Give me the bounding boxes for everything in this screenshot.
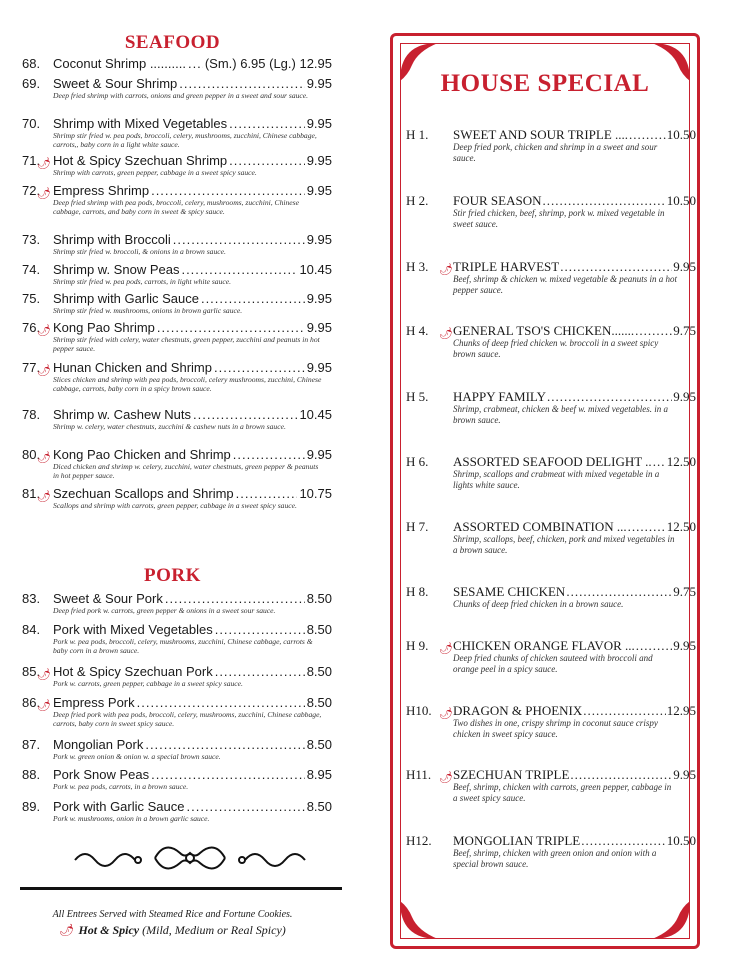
item-name: SESAME CHICKEN xyxy=(453,584,566,599)
item-number: H 8. xyxy=(406,584,429,599)
item-row xyxy=(22,447,332,462)
item-number: 78. xyxy=(22,407,41,422)
house-special-item xyxy=(406,323,696,360)
menu-item xyxy=(22,591,332,615)
item-price: (Sm.) 6.95 (Lg.) 12.95 xyxy=(204,56,332,71)
item-number: 80. xyxy=(22,447,41,462)
item-description: Two dishes in one, crispy shrimp in coconut sauce crispy chicken in sweet spicy sauce. xyxy=(453,718,658,739)
pepper-icon: 🌶︎ xyxy=(37,700,51,712)
item-row xyxy=(22,664,332,679)
item-number: 70. xyxy=(22,116,41,131)
item-row xyxy=(22,360,332,375)
pepper-icon: 🌶︎ xyxy=(59,923,75,937)
item-price: 9.95 xyxy=(306,447,332,462)
leader-dots xyxy=(570,767,672,782)
item-price: 12.95 xyxy=(666,703,696,718)
item-name: Empress Shrimp xyxy=(53,183,150,198)
menu-item xyxy=(22,56,332,71)
leader-dots xyxy=(560,259,672,274)
item-description: Beef, shrimp, chicken with carrots, green pepper, cabbage in a sweet spicy sauce. xyxy=(453,782,672,803)
seafood-heading: SEAFOOD xyxy=(124,32,221,53)
item-price: 9.95 xyxy=(306,76,332,91)
item-name: Kong Pao Chicken and Shrimp xyxy=(53,447,231,462)
house-special-item xyxy=(406,638,696,675)
item-price: 8.50 xyxy=(306,664,332,679)
item-name: Empress Pork xyxy=(53,695,135,710)
menu-item xyxy=(22,116,332,149)
item-price: 8.50 xyxy=(306,695,332,710)
leader-dots xyxy=(214,360,305,375)
item-description: Deep fried shrimp with pea pods, broccoli, celery, mushrooms, zucchini, Chinese cabbage, carrots, and baby corn in sweet & spicy sauce. xyxy=(53,198,299,216)
pork-heading: PORK xyxy=(144,565,201,586)
leader-dots xyxy=(215,664,305,679)
item-row xyxy=(406,127,696,142)
house-special-item xyxy=(406,389,696,426)
house-special-heading: HOUSE SPECIAL xyxy=(440,70,650,97)
pepper-icon: 🌶︎ xyxy=(37,325,51,337)
item-row xyxy=(22,56,332,71)
menu-item xyxy=(22,622,332,655)
item-description: Deep fried chunks of chicken sauteed with broccoli and orange peel in a spicy sauce. xyxy=(453,653,653,674)
item-number: 89. xyxy=(22,799,41,814)
menu-item xyxy=(22,183,332,216)
item-row xyxy=(406,454,696,469)
item-name: TRIPLE HARVEST xyxy=(453,259,560,274)
menu-item xyxy=(22,76,332,100)
pepper-icon: 🌶︎ xyxy=(439,264,453,276)
item-row xyxy=(406,833,696,848)
item-number: 87. xyxy=(22,737,41,752)
item-number: 85. xyxy=(22,664,41,679)
pepper-icon: 🌶︎ xyxy=(439,643,453,655)
item-description: Pork w. carrots, green pepper, cabbage in a sweet spicy sauce. xyxy=(53,679,243,688)
leader-dots xyxy=(145,737,304,752)
leader-dots xyxy=(201,291,305,306)
item-price: 10.75 xyxy=(299,486,332,501)
item-number: H 4. xyxy=(406,323,429,338)
item-name: FOUR SEASON xyxy=(453,193,542,208)
item-name: GENERAL TSO'S CHICKEN....... xyxy=(453,323,635,338)
item-row xyxy=(22,183,332,198)
menu-item xyxy=(22,262,332,286)
item-name: Shrimp w. Cashew Nuts xyxy=(53,407,191,422)
item-description: Deep fried pork, chicken and shrimp in a sweet and sour sauce. xyxy=(453,142,658,163)
item-number: 83. xyxy=(22,591,41,606)
item-description: Pork w. green onion & onion w. a special brown sauce. xyxy=(53,752,221,761)
item-number: H 9. xyxy=(406,638,429,653)
item-name: HAPPY FAMILY xyxy=(453,389,546,404)
item-row xyxy=(22,262,332,277)
menu-item xyxy=(22,486,332,510)
item-price: 12.50 xyxy=(666,454,696,469)
item-number: H11. xyxy=(406,767,432,782)
item-name: Shrimp w. Snow Peas xyxy=(53,262,180,277)
item-name: Pork with Garlic Sauce xyxy=(53,799,185,814)
item-name: ASSORTED SEAFOOD DELIGHT .. xyxy=(453,454,652,469)
item-description: Deep fried shrimp with carrots, onions and green pepper in a sweet and sour sauce. xyxy=(53,91,309,100)
item-name: Mongolian Pork xyxy=(53,737,144,752)
leader-dots xyxy=(165,591,305,606)
item-row xyxy=(22,232,332,247)
item-row xyxy=(22,737,332,752)
item-price: 9.95 xyxy=(306,232,332,247)
item-row xyxy=(22,695,332,710)
spicy-legend xyxy=(0,923,345,938)
item-description: Shrimp with carrots, green pepper, cabbage in a sweet spicy sauce. xyxy=(53,168,257,177)
item-number: 81. xyxy=(22,486,41,501)
item-description: Stir fried chicken, beef, shrimp, pork w. mixed vegetable in sweet sauce. xyxy=(453,208,665,229)
item-description: Chunks of deep fried chicken w. broccoli in a sweet spicy brown sauce. xyxy=(453,338,659,359)
item-row xyxy=(406,323,696,338)
item-price: 10.50 xyxy=(666,127,696,142)
item-description: Deep fried pork w. carrots, green pepper & onions in a sweet sour sauce. xyxy=(53,606,276,615)
item-name: CHICKEN ORANGE FLAVOR ... xyxy=(453,638,635,653)
house-special-item xyxy=(406,259,696,296)
leader-dots xyxy=(581,833,666,848)
leader-dots xyxy=(188,56,203,71)
leader-dots xyxy=(547,389,672,404)
item-number: 69. xyxy=(22,76,41,91)
item-name: MONGOLIAN TRIPLE xyxy=(453,833,581,848)
item-number: 71. xyxy=(22,153,41,168)
item-name: DRAGON & PHOENIX xyxy=(453,703,583,718)
item-description: Shrimp stir fried w. pea pods, broccoli, celery, mushrooms, zucchini, Chinese cabbage, carrots,, baby corn in a light white sauce. xyxy=(53,131,317,149)
item-name: Shrimp with Garlic Sauce xyxy=(53,291,199,306)
leader-dots xyxy=(137,695,305,710)
item-description: Pork w. mushrooms, onion in a brown garlic sauce. xyxy=(53,814,210,823)
leader-dots xyxy=(151,767,305,782)
item-row xyxy=(406,519,696,534)
item-name: ASSORTED COMBINATION ... xyxy=(453,519,627,534)
item-number: 86. xyxy=(22,695,41,710)
house-special-item xyxy=(406,833,696,870)
item-price: 9.75 xyxy=(673,584,696,599)
leader-dots xyxy=(636,638,672,653)
menu-item xyxy=(22,664,332,688)
item-price: 9.75 xyxy=(673,323,696,338)
item-price: 9.95 xyxy=(306,153,332,168)
corner-ornament-icon xyxy=(648,897,692,941)
item-row xyxy=(22,116,332,131)
item-number: 76. xyxy=(22,320,41,335)
item-name: Sweet & Sour Pork xyxy=(53,591,163,606)
item-price: 9.95 xyxy=(306,116,332,131)
item-price: 10.50 xyxy=(666,193,696,208)
item-row xyxy=(406,584,696,599)
menu-item xyxy=(22,767,332,791)
menu-item xyxy=(22,799,332,823)
item-description: Diced chicken and shrimp w. celery, zucchini, water chestnuts, green pepper & peanuts in hot pepper sauce. xyxy=(53,462,319,480)
item-description: Chunks of deep fried chicken in a brown sauce. xyxy=(453,599,624,609)
item-number: 72. xyxy=(22,183,41,198)
pepper-icon: 🌶︎ xyxy=(37,669,51,681)
pepper-icon: 🌶︎ xyxy=(439,708,453,720)
leader-dots xyxy=(236,486,298,501)
house-special-item xyxy=(406,127,696,164)
menu-item xyxy=(22,360,332,393)
item-row xyxy=(406,703,696,718)
item-row xyxy=(406,767,696,782)
item-row xyxy=(22,767,332,782)
menu-item xyxy=(22,695,332,728)
item-row xyxy=(22,486,332,501)
house-special-item xyxy=(406,193,696,230)
leader-dots xyxy=(543,193,666,208)
item-description: Slices chicken and shrimp with pea pods, broccoli, celery mushrooms, zucchini, Chinese cabbage, carrots, baby corn in a spicy brown sauce. xyxy=(53,375,322,393)
item-name: Coconut Shrimp .......... xyxy=(53,56,186,71)
item-price: 10.45 xyxy=(299,262,332,277)
item-row xyxy=(22,799,332,814)
item-name: Shrimp with Mixed Vegetables xyxy=(53,116,228,131)
pepper-icon: 🌶︎ xyxy=(439,772,453,784)
item-row xyxy=(406,638,696,653)
item-row xyxy=(406,259,696,274)
item-number: H10. xyxy=(406,703,432,718)
item-number: H 6. xyxy=(406,454,429,469)
leader-dots xyxy=(187,799,305,814)
item-price: 8.50 xyxy=(306,622,332,637)
item-name: Pork Snow Peas xyxy=(53,767,150,782)
item-name: Szechuan Scallops and Shrimp xyxy=(53,486,234,501)
item-name: Pork with Mixed Vegetables xyxy=(53,622,213,637)
item-description: Shrimp stir fried w. mushrooms, onions in brown garlic sauce. xyxy=(53,306,243,315)
item-number: H 2. xyxy=(406,193,429,208)
item-description: Shrimp w. celery, water chestnuts, zucchini & cashew nuts in a brown sauce. xyxy=(53,422,286,431)
menu-item xyxy=(22,291,332,315)
leader-dots xyxy=(181,262,297,277)
item-price: 9.95 xyxy=(673,389,696,404)
house-special-item xyxy=(406,454,696,491)
item-number: 84. xyxy=(22,622,41,637)
item-number: H 7. xyxy=(406,519,429,534)
item-row xyxy=(22,622,332,637)
item-row xyxy=(22,591,332,606)
item-number: H12. xyxy=(406,833,432,848)
item-price: 9.95 xyxy=(306,320,332,335)
item-number: 77. xyxy=(22,360,41,375)
hot-spicy-label: Hot & Spicy xyxy=(78,923,140,937)
item-row xyxy=(22,76,332,91)
item-description: Shrimp, scallops and crabmeat with mixed vegetable in a lights white sauce. xyxy=(453,469,660,490)
item-name: Hunan Chicken and Shrimp xyxy=(53,360,212,375)
item-price: 9.95 xyxy=(306,291,332,306)
item-price: 9.95 xyxy=(673,259,696,274)
item-name: Kong Pao Shrimp xyxy=(53,320,155,335)
item-price: 9.95 xyxy=(673,638,696,653)
spice-levels: (Mild, Medium or Real Spicy) xyxy=(142,923,286,937)
leader-dots xyxy=(193,407,297,422)
leader-dots xyxy=(583,703,665,718)
item-description: Shrimp, scallops, beef, chicken, pork and mixed vegetables in a brown sauce. xyxy=(453,534,675,555)
item-number: H 1. xyxy=(406,127,429,142)
item-description: Pork w. pea pods, carrots, in a brown sauce. xyxy=(53,782,189,791)
item-name: SZECHUAN TRIPLE xyxy=(453,767,570,782)
item-row xyxy=(406,193,696,208)
item-description: Beef, shrimp & chicken w. mixed vegetable & peanuts in a hot pepper sauce. xyxy=(453,274,678,295)
leader-dots xyxy=(157,320,305,335)
menu-item xyxy=(22,320,332,353)
item-description: Scallops and shrimp with carrots, green pepper, cabbage in a sweet spicy sauce. xyxy=(53,501,297,510)
item-price: 12.50 xyxy=(666,519,696,534)
served-note: All Entrees Served with Steamed Rice and Fortune Cookies. xyxy=(52,909,293,920)
menu-item xyxy=(22,737,332,761)
leader-dots xyxy=(628,519,666,534)
house-special-item xyxy=(406,767,696,804)
item-description: Shrimp stir fried with celery, water chestnuts, green pepper, zucchini and peanuts in hot pepper sauce. xyxy=(53,335,320,353)
pepper-icon: 🌶︎ xyxy=(37,491,51,503)
item-price: 9.95 xyxy=(306,360,332,375)
item-name: Hot & Spicy Szechuan Shrimp xyxy=(53,153,228,168)
item-price: 8.95 xyxy=(306,767,332,782)
item-number: H 5. xyxy=(406,389,429,404)
item-price: 8.50 xyxy=(306,737,332,752)
leader-dots xyxy=(215,622,305,637)
item-row xyxy=(22,407,332,422)
leader-dots xyxy=(629,127,666,142)
house-special-item xyxy=(406,703,696,740)
leader-dots xyxy=(566,584,672,599)
item-price: 8.50 xyxy=(306,591,332,606)
leader-dots xyxy=(179,76,304,91)
item-description: Shrimp stir fried w. broccoli, & onions in a brown sauce. xyxy=(53,247,226,256)
menu-item xyxy=(22,153,332,177)
leader-dots xyxy=(151,183,305,198)
menu-item xyxy=(22,447,332,480)
menu-item xyxy=(22,232,332,256)
item-row xyxy=(22,291,332,306)
item-description: Deep fried pork with pea pods, broccoli, celery, mushrooms, zucchini, Chinese cabbage, carrots, baby corn in sweet spicy sauce. xyxy=(53,710,322,728)
item-name: Shrimp with Broccoli xyxy=(53,232,171,247)
pepper-icon: 🌶︎ xyxy=(37,158,51,170)
item-number: 75. xyxy=(22,291,41,306)
pepper-icon: 🌶︎ xyxy=(37,188,51,200)
item-row xyxy=(406,389,696,404)
leader-dots xyxy=(635,323,672,338)
leader-dots xyxy=(173,232,305,247)
pepper-icon: 🌶︎ xyxy=(37,365,51,377)
item-price: 9.95 xyxy=(673,767,696,782)
leader-dots xyxy=(229,116,305,131)
panel-inner-frame xyxy=(400,43,690,939)
house-special-panel xyxy=(390,33,700,949)
item-name: SWEET AND SOUR TRIPLE .... xyxy=(453,127,629,142)
left-column xyxy=(0,0,360,960)
item-name: Sweet & Sour Shrimp xyxy=(53,76,178,91)
item-row xyxy=(22,153,332,168)
divider-rule xyxy=(20,887,342,890)
item-number: 73. xyxy=(22,232,41,247)
menu-item xyxy=(22,407,332,431)
item-number: 88. xyxy=(22,767,41,782)
item-description: Shrimp stir fried w. pea pods, carrots, in light white sauce. xyxy=(53,277,232,286)
item-row xyxy=(22,320,332,335)
item-price: 10.50 xyxy=(666,833,696,848)
item-number: 68. xyxy=(22,56,41,71)
item-price: 8.50 xyxy=(306,799,332,814)
item-number: H 3. xyxy=(406,259,429,274)
leader-dots xyxy=(653,454,666,469)
item-price: 10.45 xyxy=(299,407,332,422)
item-description: Pork w. pea pods, broccoli, celery, mushrooms, zucchini, Chinese cabbage, carrots & baby corn in a brown sauce. xyxy=(53,637,313,655)
item-description: Beef, shrimp, chicken with green onion and onion with a special brown sauce. xyxy=(453,848,657,869)
item-name: Hot & Spicy Szechuan Pork xyxy=(53,664,213,679)
item-number: 74. xyxy=(22,262,41,277)
pepper-icon: 🌶︎ xyxy=(37,452,51,464)
house-special-item xyxy=(406,584,696,610)
item-description: Shrimp, crabmeat, chicken & beef w. mixed vegetables. in a brown sauce. xyxy=(453,404,669,425)
item-price: 9.95 xyxy=(306,183,332,198)
corner-ornament-icon xyxy=(398,897,442,941)
pepper-icon: 🌶︎ xyxy=(439,328,453,340)
leader-dots xyxy=(229,153,305,168)
scroll-ornament xyxy=(70,838,310,878)
leader-dots xyxy=(233,447,305,462)
house-special-item xyxy=(406,519,696,556)
